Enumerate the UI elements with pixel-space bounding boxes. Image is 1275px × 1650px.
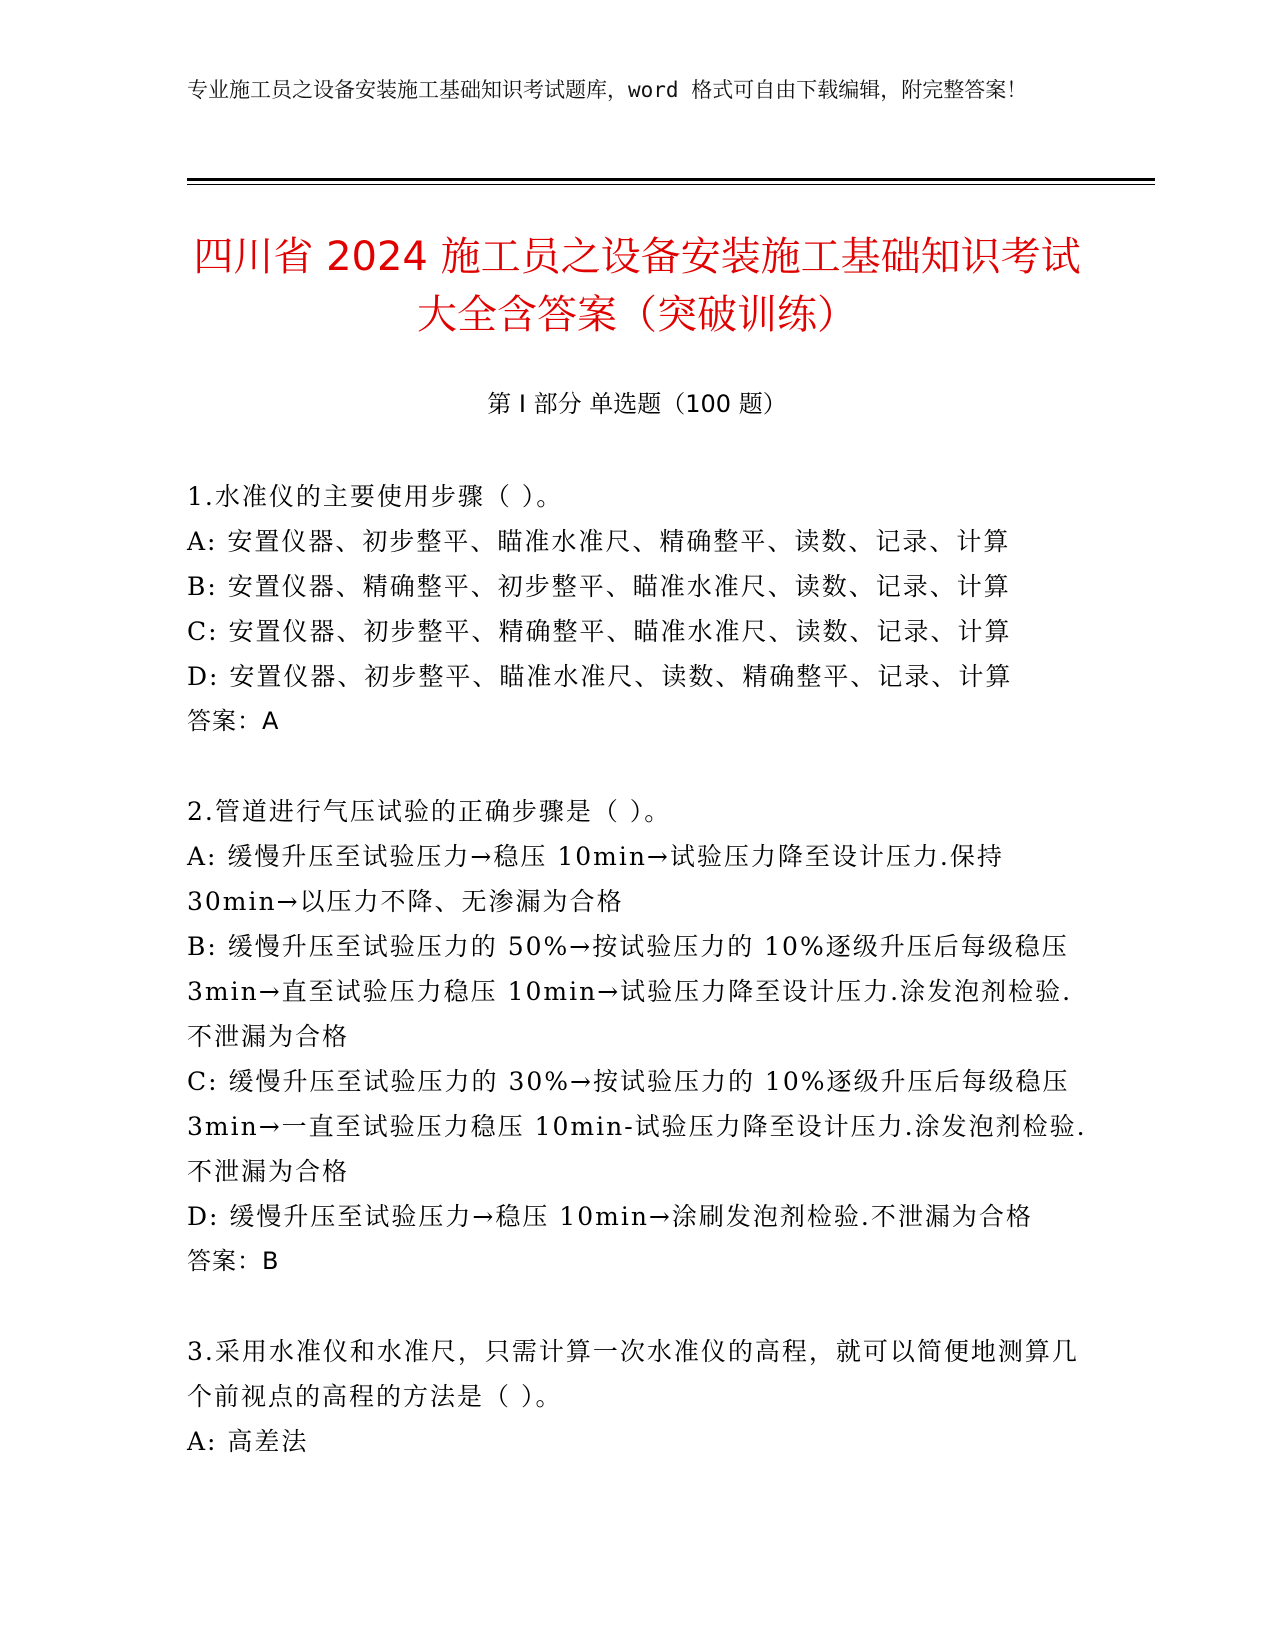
- question-stem: 1.水准仪的主要使用步骤（ ）。: [187, 482, 564, 511]
- header-note: 专业施工员之设备安装施工基础知识考试题库，word 格式可自由下载编辑，附完整答案！: [187, 78, 1028, 102]
- document-title: 四川省 2024 施工员之设备安装施工基础知识考试大全含答案（突破训练）: [193, 234, 1081, 338]
- question-stem: 2.管道进行气压试验的正确步骤是（ ）。: [187, 797, 672, 826]
- option-a: A: 安置仪器、初步整平、瞄准水准尺、精确整平、读数、记录、计算: [187, 527, 1011, 556]
- option-a: A: 高差法: [187, 1427, 309, 1456]
- question-1: [187, 474, 1092, 744]
- question-3: [187, 1329, 1092, 1464]
- answer: 答案：A: [187, 707, 280, 735]
- section-heading: 第 I 部分 单选题（100 题）: [487, 390, 787, 418]
- question-2: [187, 789, 1092, 1284]
- question-stem: 3.采用水准仪和水准尺，只需计算一次水准仪的高程，就可以简便地测算几个前视点的高程的方法是（ ）。: [187, 1337, 1079, 1411]
- question-list: [187, 474, 1092, 1509]
- header-rule-thick: [187, 178, 1155, 181]
- option-b: B: 缓慢升压至试验压力的 50%→按试验压力的 10%逐级升压后每级稳压 3min→直至试验压力稳压 10min→试验压力降至设计压力.涂发泡剂检验.不泄漏为合格: [187, 932, 1073, 1051]
- answer: 答案：B: [187, 1247, 280, 1275]
- option-d: D: 安置仪器、初步整平、瞄准水准尺、读数、精确整平、记录、计算: [187, 662, 1013, 691]
- option-a: A: 缓慢升压至试验压力→稳压 10min→试验压力降至设计压力.保持 30min→以压力不降、无渗漏为合格: [187, 842, 1004, 916]
- option-d: D: 缓慢升压至试验压力→稳压 10min→涂刷发泡剂检验.不泄漏为合格: [187, 1202, 1033, 1231]
- option-c: C: 缓慢升压至试验压力的 30%→按试验压力的 10%逐级升压后每级稳压 3min→一直至试验压力稳压 10min-试验压力降至设计压力.涂发泡剂检验.不泄漏为合格: [187, 1067, 1087, 1186]
- option-b: B: 安置仪器、精确整平、初步整平、瞄准水准尺、读数、记录、计算: [187, 572, 1011, 601]
- header-rule-thin: [187, 184, 1155, 185]
- option-c: C: 安置仪器、初步整平、精确整平、瞄准水准尺、读数、记录、计算: [187, 617, 1012, 646]
